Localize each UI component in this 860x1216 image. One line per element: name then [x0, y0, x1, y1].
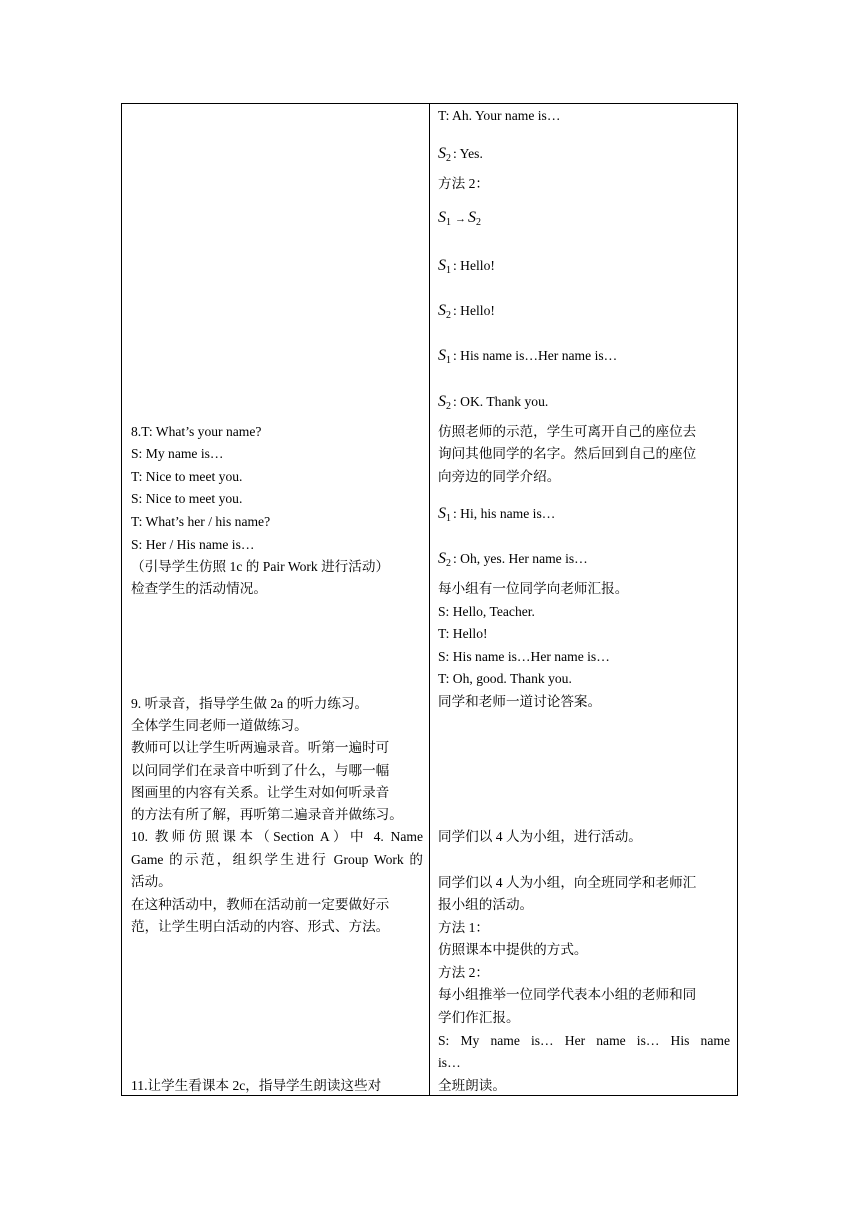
right-line: T: Oh, good. Thank you.	[438, 671, 572, 686]
left-line: 范，让学生明白活动的内容、形式、方法。	[131, 919, 390, 934]
right-line: 向旁边的同学介绍。	[438, 469, 561, 484]
right-line: S: His name is…Her name is…	[438, 649, 610, 664]
right-line: 每小组有一位同学向老师汇报。	[438, 581, 629, 596]
right-line: 方法 2：	[438, 965, 489, 980]
arrow-icon: →	[455, 213, 466, 225]
right-line: S: My name is… Her name is… His name	[438, 1033, 730, 1048]
right-line: 全班朗读。	[438, 1078, 506, 1093]
speaker-label: S	[438, 145, 446, 162]
dialogue-line: $S_1 \to S_2$	[438, 209, 481, 228]
column-divider	[429, 103, 430, 1096]
dialogue-line: $S_1$ : His name is…Her name is…	[438, 347, 618, 366]
left-line: S: Her / His name is…	[131, 537, 255, 552]
right-line: 每小组推举一位同学代表本小组的老师和同	[438, 987, 697, 1002]
right-line: 同学们以 4 人为小组，进行活动。	[438, 829, 642, 844]
right-line: 学们作汇报。	[438, 1010, 520, 1025]
dialogue-line: $S_1$ : Hello!	[438, 257, 495, 276]
left-line: 以问同学们在录音中听到了什么，与哪一幅	[131, 763, 390, 778]
right-line: S: Hello, Teacher.	[438, 604, 535, 619]
right-line: 询问其他同学的名字。然后回到自己的座位	[438, 446, 697, 461]
left-line: S: My name is…	[131, 446, 224, 461]
right-line: 报小组的活动。	[438, 897, 534, 912]
right-line: 同学和老师一道讨论答案。	[438, 694, 602, 709]
left-line: 11.让学生看课本 2c，指导学生朗读这些对	[131, 1078, 382, 1093]
right-line: 方法 1：	[438, 920, 489, 935]
left-line: 9. 听录音，指导学生做 2a 的听力练习。	[131, 696, 369, 711]
left-line: 活动。	[131, 874, 172, 889]
left-line: 教师可以让学生听两遍录音。听第一遍时可	[131, 740, 390, 755]
left-line: 8.T: What’s your name?	[131, 424, 262, 439]
left-line: 在这种活动中，教师在活动前一定要做好示	[131, 897, 390, 912]
left-line: 检查学生的活动情况。	[131, 581, 267, 596]
left-line: （引导学生仿照 1c 的 Pair Work 进行活动）	[131, 559, 390, 574]
dialogue-line: $S_2$ : OK. Thank you.	[438, 393, 549, 412]
left-line: Game 的示范，组织学生进行 Group Work 的	[131, 852, 423, 867]
right-line: T: Ah. Your name is…	[438, 108, 561, 123]
right-line: 同学们以 4 人为小组，向全班同学和老师汇	[438, 875, 697, 890]
right-line: T: Hello!	[438, 626, 488, 641]
left-line: 图画里的内容有关系。让学生对如何听录音	[131, 785, 390, 800]
right-line: 仿照课本中提供的方式。	[438, 942, 588, 957]
dialogue-line: $S_1$ : Hi, his name is…	[438, 505, 556, 524]
left-line: T: What’s her / his name?	[131, 514, 271, 529]
left-line: T: Nice to meet you.	[131, 469, 243, 484]
dialogue-line: $S_2$ : Hello!	[438, 302, 495, 321]
left-line: 全体学生同老师一道做练习。	[131, 718, 308, 733]
right-line: is…	[438, 1055, 461, 1070]
right-line: 仿照老师的示范，学生可离开自己的座位去	[438, 424, 697, 439]
right-line: 方法 2：	[438, 176, 489, 191]
left-line: 的方法有所了解，再听第二遍录音并做练习。	[131, 807, 403, 822]
left-line: S: Nice to meet you.	[131, 491, 243, 506]
dialogue-line: $S_2$ : Oh, yes. Her name is…	[438, 550, 588, 569]
left-line: 10. 教师仿照课本（Section A）中 4. Name	[131, 829, 423, 844]
dialogue-line: $S_2$ : Yes.	[438, 145, 483, 164]
